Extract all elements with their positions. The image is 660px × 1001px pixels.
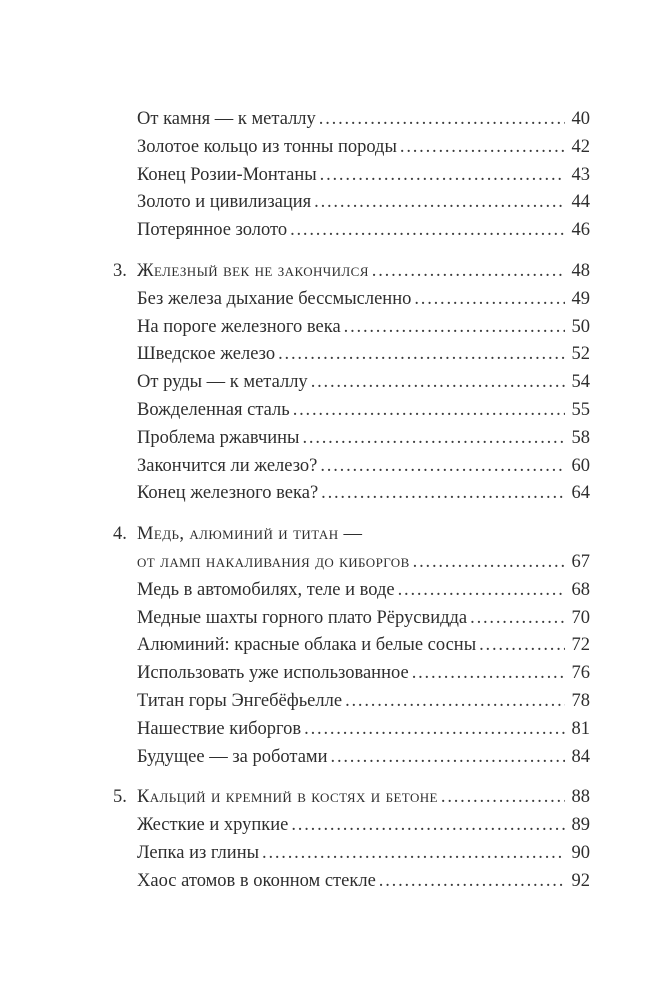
- table-of-contents: [113, 106, 590, 896]
- toc-section: [113, 784, 590, 895]
- toc-entry-row[interactable]: [113, 341, 590, 369]
- entry-title: Медь в автомобилях, теле и воде: [137, 579, 395, 600]
- entry-title: Закончится ли железо?: [137, 455, 318, 476]
- dot-leader: [291, 812, 565, 840]
- toc-entry-row[interactable]: [113, 286, 590, 314]
- toc-entry-row[interactable]: [113, 716, 590, 744]
- entry-title: Проблема ржавчины: [137, 427, 300, 448]
- dot-leader: [372, 258, 565, 286]
- entry-title: Медь, алюминий и титан —: [137, 524, 363, 545]
- toc-chapter-row[interactable]: [113, 549, 590, 577]
- entry-title: Медные шахты горного плато Рёрусвидда: [137, 607, 468, 628]
- entry-title: Будущее — за роботами: [137, 746, 328, 767]
- page-number: 92: [571, 870, 590, 891]
- page-number: 89: [571, 815, 590, 836]
- page-number: 81: [571, 718, 590, 739]
- entry-title: Алюминий: красные облака и белые сосны: [137, 635, 477, 656]
- page-number: 49: [571, 288, 590, 309]
- toc-entry-row[interactable]: [113, 425, 590, 453]
- toc-entry-row[interactable]: [113, 840, 590, 868]
- entry-title: Конец железного века?: [137, 483, 319, 504]
- entry-title: От руды — к металлу: [137, 372, 308, 393]
- entry-title: Золото и цивилизация: [137, 192, 312, 213]
- chapter-number: 4.: [113, 524, 127, 545]
- page-number: 43: [571, 164, 590, 185]
- entry-title: Шведское железо: [137, 344, 276, 365]
- entry-title: Хаос атомов в оконном стекле: [137, 870, 376, 891]
- page-number: 84: [571, 746, 590, 767]
- toc-entry-row[interactable]: [113, 688, 590, 716]
- dot-leader: [311, 369, 565, 397]
- chapter-number: 3.: [113, 260, 127, 281]
- entry-title: Конец Розии-Монтаны: [137, 164, 317, 185]
- toc-entry-row[interactable]: [113, 812, 590, 840]
- toc-section: [113, 521, 590, 771]
- dot-leader: [319, 106, 565, 134]
- toc-entry-row[interactable]: [113, 397, 590, 425]
- page-number: 46: [571, 220, 590, 241]
- dot-leader: [345, 688, 565, 716]
- dot-leader: [379, 868, 565, 896]
- page-number: 42: [571, 136, 590, 157]
- entry-title: от ламп накаливания до киборгов: [137, 551, 410, 572]
- dot-leader: [293, 397, 565, 425]
- dot-leader: [262, 840, 565, 868]
- dot-leader: [304, 716, 565, 744]
- dot-leader: [413, 549, 565, 577]
- page-number: 78: [571, 690, 590, 711]
- page-number: 90: [571, 842, 590, 863]
- page-number: 64: [571, 483, 590, 504]
- entry-title: Кальций и кремний в костях и бетоне: [137, 787, 438, 808]
- dot-leader: [412, 660, 565, 688]
- dot-leader: [302, 425, 565, 453]
- toc-entry-row[interactable]: [113, 577, 590, 605]
- page-number: 58: [571, 427, 590, 448]
- entry-title: От камня — к металлу: [137, 109, 316, 129]
- toc-section: [113, 106, 590, 245]
- toc-entry-row[interactable]: [113, 868, 590, 896]
- toc-entry-row[interactable]: [113, 189, 590, 217]
- dot-leader: [290, 217, 565, 245]
- toc-entry-row[interactable]: [113, 632, 590, 660]
- toc-entry-row[interactable]: [113, 134, 590, 162]
- dot-leader: [331, 744, 565, 772]
- dot-leader: [344, 314, 565, 342]
- toc-chapter-row[interactable]: [113, 784, 590, 812]
- page-number: 54: [571, 372, 590, 393]
- toc-chapter-row[interactable]: [113, 521, 590, 549]
- toc-entry-row[interactable]: [113, 744, 590, 772]
- entry-title: Титан горы Энгебёфьелле: [137, 690, 343, 711]
- chapter-number: 5.: [113, 787, 127, 808]
- entry-title: Лепка из глины: [137, 842, 260, 863]
- toc-entry-row[interactable]: [113, 162, 590, 190]
- dot-leader: [278, 341, 565, 369]
- toc-section: [113, 258, 590, 508]
- page-number: 68: [571, 579, 590, 600]
- toc-entry-row[interactable]: [113, 106, 590, 134]
- toc-entry-row[interactable]: [113, 217, 590, 245]
- dot-leader: [414, 286, 565, 314]
- dot-leader: [398, 577, 565, 605]
- page-number: 76: [571, 663, 590, 684]
- page-number: 72: [571, 635, 590, 656]
- dot-leader: [479, 632, 565, 660]
- page-number: 55: [571, 399, 590, 420]
- page-number: 40: [571, 109, 590, 129]
- dot-leader: [320, 162, 565, 190]
- toc-entry-row[interactable]: [113, 480, 590, 508]
- page-number: 44: [571, 192, 590, 213]
- entry-title: Жесткие и хрупкие: [137, 815, 289, 836]
- entry-title: Потерянное золото: [137, 220, 288, 241]
- toc-entry-row[interactable]: [113, 605, 590, 633]
- dot-leader: [314, 189, 565, 217]
- page-number: 60: [571, 455, 590, 476]
- toc-entry-row[interactable]: [113, 660, 590, 688]
- entry-title: Использовать уже использованное: [137, 663, 409, 684]
- dot-leader: [470, 605, 565, 633]
- page-number: 50: [571, 316, 590, 337]
- dot-leader: [400, 134, 565, 162]
- dot-leader: [320, 453, 565, 481]
- toc-entry-row[interactable]: [113, 314, 590, 342]
- entry-title: Нашествие киборгов: [137, 718, 302, 739]
- entry-title: Вожделенная сталь: [137, 399, 290, 420]
- entry-title: На пороге железного века: [137, 316, 341, 337]
- toc-chapter-row[interactable]: [113, 258, 590, 286]
- entry-title: Железный век не закончился: [137, 260, 369, 281]
- toc-entry-row[interactable]: [113, 369, 590, 397]
- dot-leader: [441, 784, 565, 812]
- page-number: 48: [571, 260, 590, 281]
- entry-title: Золотое кольцо из тонны породы: [137, 136, 397, 157]
- toc-entry-row[interactable]: [113, 453, 590, 481]
- page-number: 88: [571, 787, 590, 808]
- page-number: 67: [571, 551, 590, 572]
- page-number: 70: [571, 607, 590, 628]
- dot-leader: [321, 480, 565, 508]
- page-number: 52: [571, 344, 590, 365]
- entry-title: Без железа дыхание бессмысленно: [137, 288, 412, 309]
